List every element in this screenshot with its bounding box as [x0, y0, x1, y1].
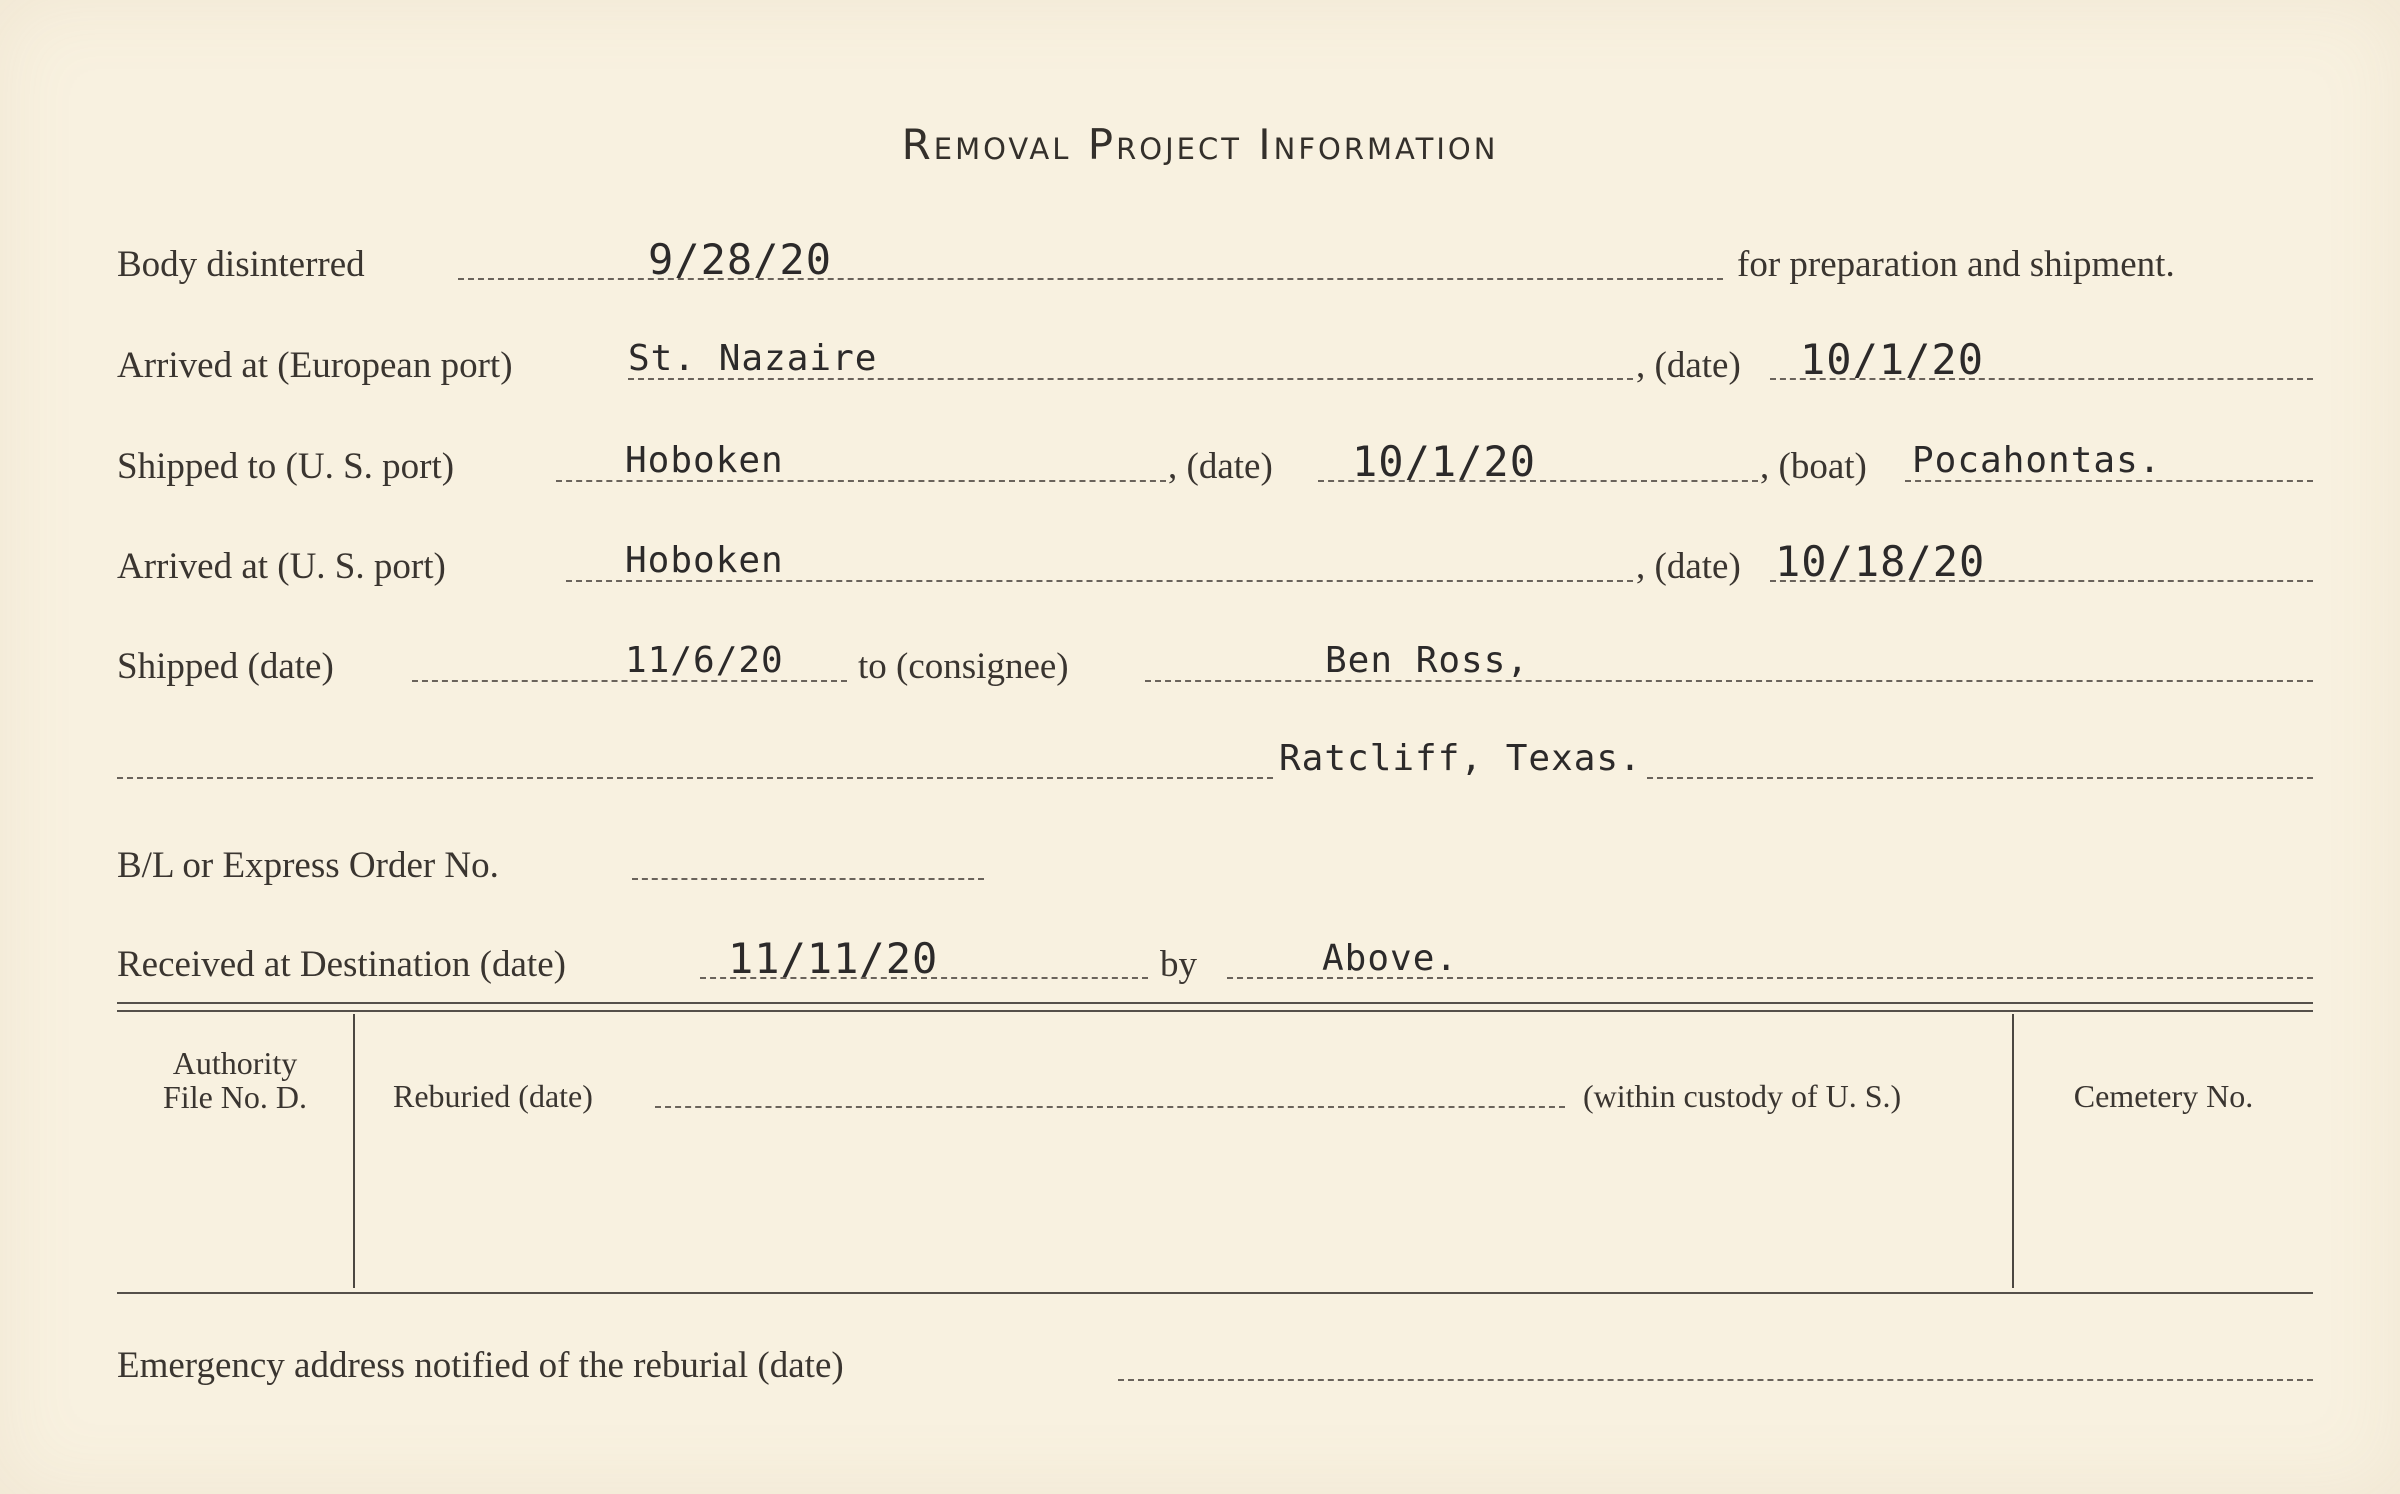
disinterred-suffix: for preparation and shipment. [1737, 244, 2175, 285]
shipped-date-label: Shipped (date) [117, 646, 334, 687]
arrived-european-date-label: , (date) [1636, 345, 1741, 386]
arrived-european-date: 10/1/20 [1800, 335, 1985, 384]
custody-label: (within custody of U. S.) [1583, 1078, 1902, 1114]
received-label: Received at Destination (date) [117, 944, 566, 985]
title-text: Removal Project Information [901, 120, 1499, 169]
card-title [0, 120, 2400, 169]
shipped-us-date-label: , (date) [1168, 446, 1273, 487]
shipped-us-boat: Pocahontas. [1912, 440, 2162, 481]
authority-line1: Authority [172, 1045, 298, 1081]
arrived-us-date: 10/18/20 [1775, 537, 1986, 586]
received-by: Above. [1322, 938, 1459, 979]
reburied-line [655, 1106, 1565, 1108]
box-bottom-rule [117, 1292, 2313, 1294]
shipped-us-label: Shipped to (U. S. port) [117, 446, 455, 487]
arrived-us-date-label: , (date) [1636, 546, 1741, 587]
consignee-line [1145, 680, 2313, 682]
box-divider-left [353, 1014, 355, 1288]
authority-line2: File No. D. [163, 1079, 307, 1115]
arrived-us-label: Arrived at (U. S. port) [117, 546, 446, 587]
received-date: 11/11/20 [728, 934, 939, 983]
shipped-us-date: 10/1/20 [1352, 437, 1537, 486]
shipped-us-boat-label: , (boat) [1760, 446, 1867, 487]
arrived-european-label: Arrived at (European port) [117, 345, 513, 386]
authority-file-no [117, 1046, 353, 1114]
box-top-rule-2 [117, 1010, 2313, 1012]
arrived-european-port: St. Nazaire [628, 338, 878, 379]
consignee-name: Ben Ross, [1325, 640, 1530, 681]
shipped-date: 11/6/20 [625, 640, 784, 681]
consignee-label: to (consignee) [858, 646, 1069, 687]
bl-label: B/L or Express Order No. [117, 845, 499, 886]
received-by-label: by [1160, 944, 1197, 985]
box-top-rule-1 [117, 1002, 2313, 1004]
bl-line [632, 878, 984, 880]
disinterred-value: 9/28/20 [648, 235, 833, 284]
cemetery-label: Cemetery No. [2073, 1078, 2254, 1114]
box-divider-right [2012, 1014, 2014, 1288]
emergency-label: Emergency address notified of the reburial (date) [117, 1345, 844, 1386]
reburied-label: Reburied (date) [393, 1078, 593, 1114]
consignee-address: Ratcliff, Texas. [1275, 738, 1646, 779]
disinterred-label: Body disinterred [117, 244, 365, 285]
shipped-us-port: Hoboken [625, 440, 784, 481]
emergency-line [1118, 1379, 2313, 1381]
consignee-address-line [117, 777, 2313, 779]
arrived-us-port: Hoboken [625, 540, 784, 581]
